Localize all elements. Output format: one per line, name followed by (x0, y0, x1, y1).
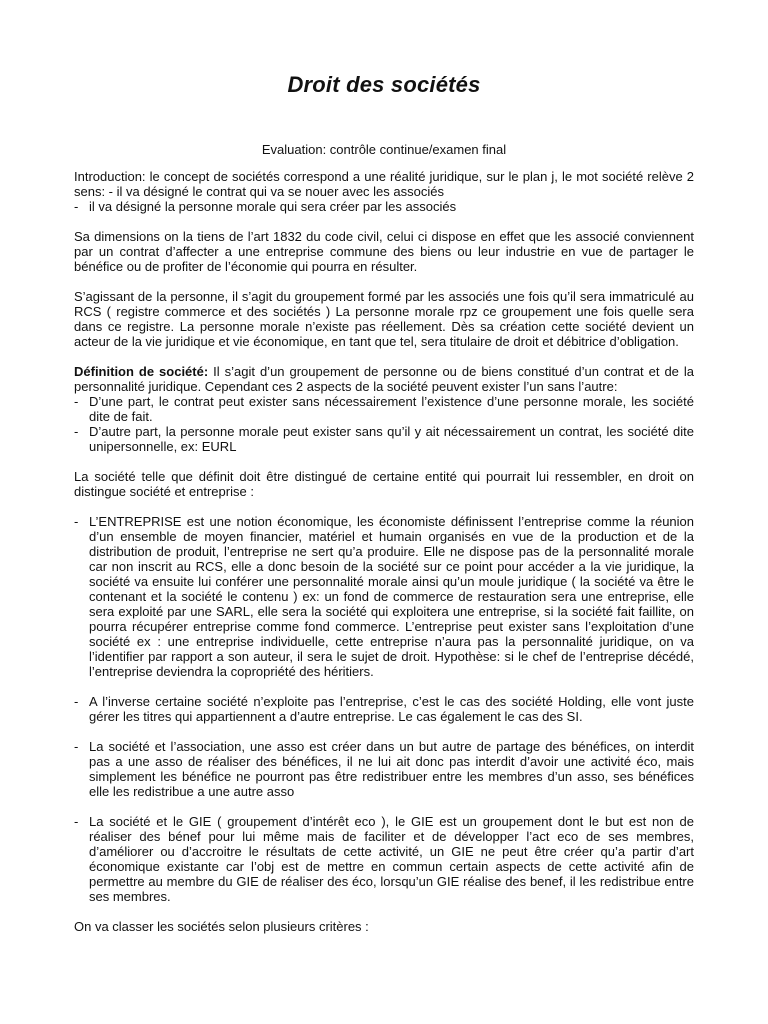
personne-paragraph: S’agissant de la personne, il s’agit du groupement formé par les associés une fois qu’il sera immatriculé au RCS ( registre commerce et des sociétés ) La personne morale rpz ce groupement une fois quelle sera dans ce registre. La personne morale n’existe pas réellement. Dès sa création cette société devient un acteur de la vie juridique et vie économique, en tant que tel, sera titulaire de droit et débitrice d’obligation. (74, 289, 694, 349)
definition-text: Il s’agit d’un groupement de personne ou de biens constitué d’un contrat et de la personnalité juridique. Cependant ces 2 aspects de la société peuvent exister l’un sans l’autre: (74, 364, 694, 394)
definition-item-personne-morale: - D’autre part, la personne morale peut exister sans qu’il y ait nécessairement un contrat, les société dite unipersonnelle, ex: EURL (74, 424, 694, 454)
intro-article-paragraph: Sa dimensions on la tiens de l’art 1832 du code civil, celui ci dispose en effet que les associé conviennent par un contrat d’affecter a une entreprise commune des biens ou leur industrie en vue de partager le bénéfice ou de profiter de l’économie qui pourra en résulter. (74, 229, 694, 274)
definition-list (74, 394, 694, 454)
bullet-association: - La société et l’association, une asso est créer dans un but autre de partage des bénéfices, on interdit pas a une asso de réaliser des bénéfices, il ne lui ait donc pas interdit d’avoir une activité éco, mais simplement les bénéfice ne pourront pas être redistribuer entre les membres d’un asso, ses bénéfices elle les redistribue a une autre asso (74, 739, 694, 799)
distinction-paragraph: La société telle que définit doit être distingué de certaine entité qui pourrait lui ressembler, en droit on distingue société et entreprise : (74, 469, 694, 499)
definition-item-contrat: - D’une part, le contrat peut exister sans nécessairement l’existence d’une personne morale, les société dite de fait. (74, 394, 694, 424)
document-body (74, 169, 694, 949)
bullet-holding: - A l’inverse certaine société n’exploite pas l’entreprise, c’est le cas des société Holding, elle vont juste gérer les titres qui appartiennent a d’autre entreprise. Le cas également le cas des SI. (74, 694, 694, 724)
definition-label: Définition de société: (74, 364, 209, 379)
bullet-entreprise: - L’ENTREPRISE est une notion économique, les économiste définissent l’entreprise comme la réunion d’un ensemble de moyen financier, matériel et humain organisés en vue de la production et de la distribution de produit, l’entreprise ne sert qu’a produire. Elle ne dispose pas de la personnalité morale car non inscrit au RCS, elle a donc besoin de la société sur ce point pour accéder a la vie juridique, la société va ensuite lui conférer une personnalité morale ainsi qu’un moule juridique ( la société va être le contenant et la société le contenu ) ex: un fond de commerce de restauration sera une entreprise, elle sera exploité par une SARL, elle sera la société qui exploitera une entreprise, si la société fait faillite, on pourra récupérer entreprise comme fond commerce. L’entreprise peut exister sans l’exploitation d’une société ex : une entreprise individuelle, cette entreprise n’aura pas la personnalité juridique, on va l’identifier par rapport a son auteur, il sera le sujet de droit. Hypothèse: si le chef de l’entreprise décédé, l’entreprise deviendra la copropriété des héritiers. (74, 514, 694, 679)
evaluation-line: Evaluation: contrôle continue/examen final (261, 142, 507, 157)
intro-dash-item: - il va désigné la personne morale qui sera créer par les associés (74, 199, 694, 214)
bullet-gie: - La société et le GIE ( groupement d’intérêt eco ), le GIE est un groupement dont le but est non de réaliser des bénef pour lui même mais de faciliter et de développer l’act eco de ses membres, d’améliorer ou d’accroitre le résultats de cette activité, un GIE ne peut être créer qu’a partir d’art économique existante car l’obj est de mettre en commun certain aspects de cette activité afin de permettre au membre du GIE de réaliser des éco, lorsqu’un GIE réalise des benef, il les redistribue entre ses membres. (74, 814, 694, 904)
intro-paragraph: Introduction: le concept de sociétés correspond a une réalité juridique, sur le plan j, le mot société relève 2 sens: - il va désigné le contrat qui va se nouer avec les associés (74, 169, 694, 199)
closing-line: On va classer les sociétés selon plusieurs critères : (74, 919, 369, 934)
definition-paragraph (74, 364, 694, 394)
page-title: Droit des sociétés (287, 72, 481, 97)
